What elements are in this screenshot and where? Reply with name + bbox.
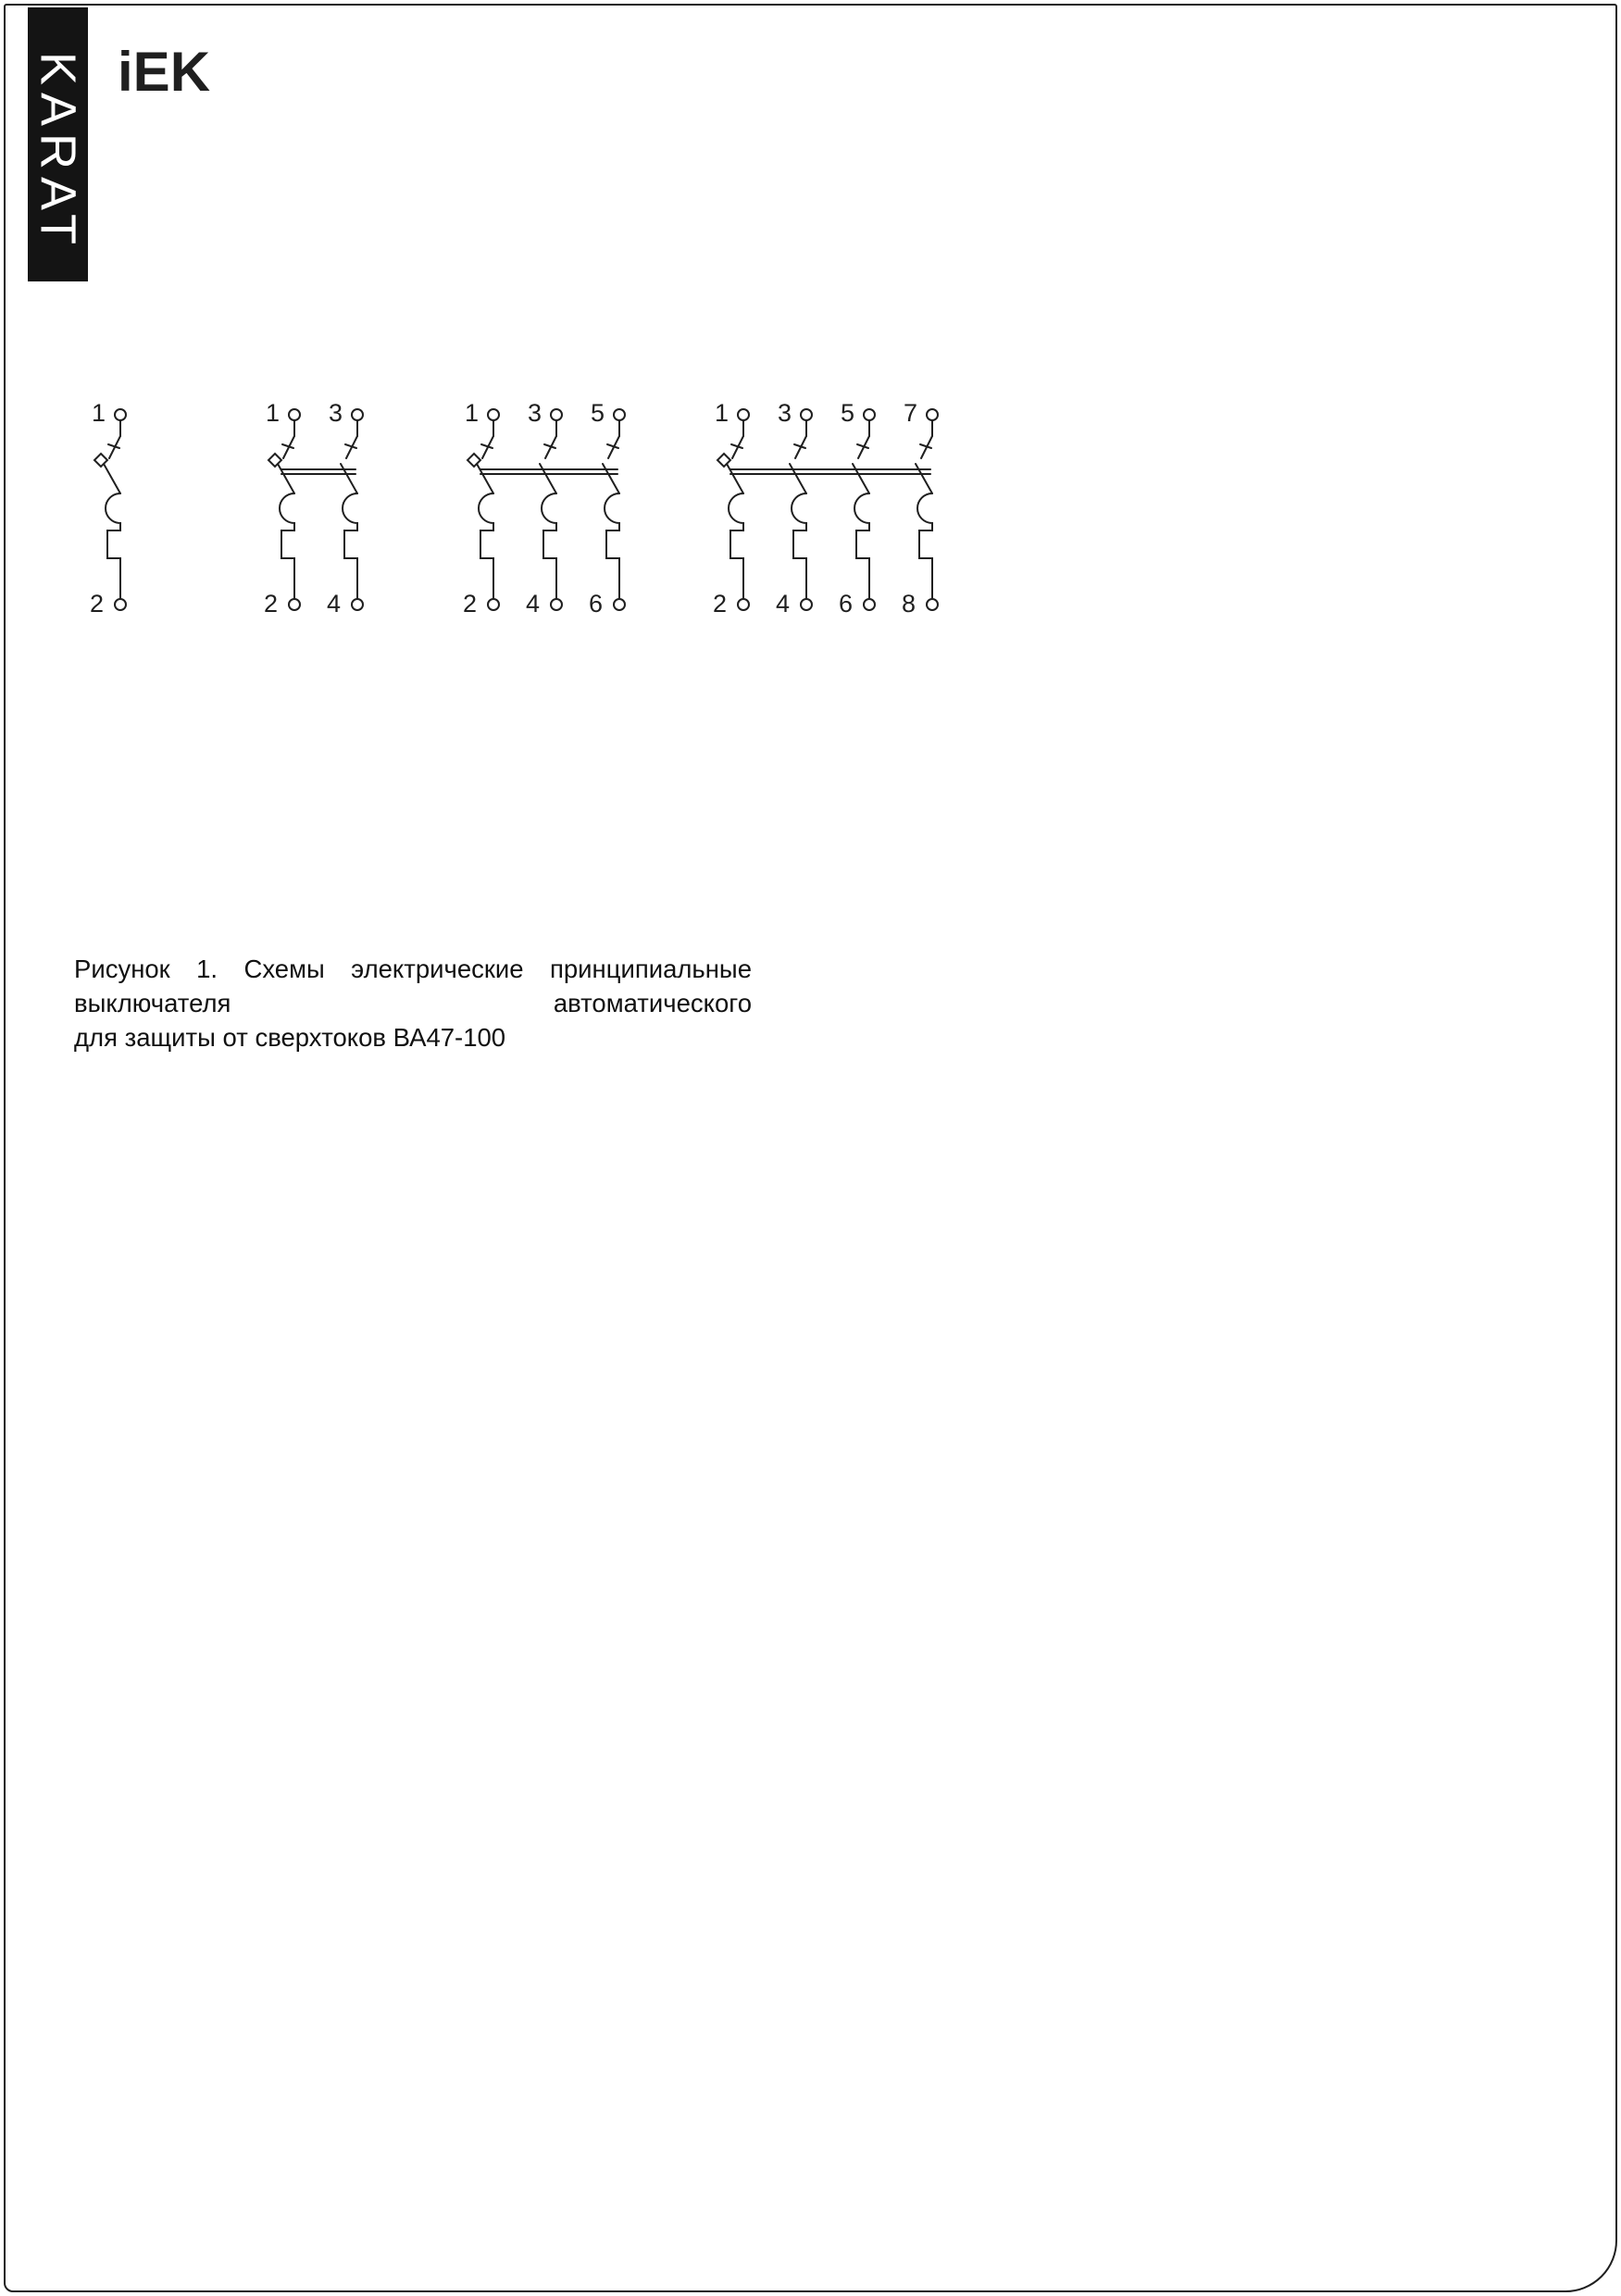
terminal-label-bottom: 4	[326, 590, 341, 618]
terminal-bottom	[927, 599, 938, 610]
terminal-label-top: 1	[91, 399, 106, 427]
terminal-top	[352, 409, 363, 420]
terminal-label-top: 5	[590, 399, 605, 427]
contact-blade	[341, 464, 357, 493]
pole-3-4	[776, 399, 812, 618]
pole-1-2	[264, 399, 300, 618]
mechanism-square	[468, 454, 480, 467]
release-symbol	[542, 493, 556, 599]
terminal-bottom	[115, 599, 126, 610]
schematic-two-pole	[248, 392, 404, 625]
terminal-label-top: 3	[328, 399, 343, 427]
terminal-label-bottom: 2	[89, 590, 104, 618]
release-symbol	[106, 493, 120, 599]
mechanism-square	[268, 454, 281, 467]
terminal-top	[801, 409, 812, 420]
contact-blade	[278, 464, 294, 493]
terminal-bottom	[738, 599, 749, 610]
terminal-top	[115, 409, 126, 420]
contact-blade	[477, 464, 493, 493]
release-symbol	[479, 493, 493, 599]
terminal-label-bottom: 2	[263, 590, 278, 618]
iek-logo: iEK	[118, 41, 211, 103]
terminal-label-bottom: 6	[838, 590, 853, 618]
schematic-single-pole	[74, 392, 167, 625]
pole-3-4	[526, 399, 562, 618]
pole-7-8	[902, 399, 938, 618]
release-symbol	[343, 493, 357, 599]
release-symbol	[605, 493, 619, 599]
pole-3-4	[327, 399, 363, 618]
terminal-label-top: 3	[777, 399, 792, 427]
release-symbol	[792, 493, 806, 599]
release-symbol	[917, 493, 932, 599]
terminal-top	[289, 409, 300, 420]
release-symbol	[854, 493, 869, 599]
pole-5-6	[589, 399, 625, 618]
contact-blade	[540, 464, 556, 493]
terminal-top	[864, 409, 875, 420]
pole-1-2	[463, 399, 499, 618]
caption-line-1: Рисунок 1. Схемы электрические принципиальные выключателя автоматического	[74, 955, 752, 1017]
terminal-label-top: 1	[714, 399, 729, 427]
terminal-label-bottom: 8	[901, 590, 916, 618]
contact-blade	[104, 464, 120, 493]
terminal-top	[614, 409, 625, 420]
terminal-bottom	[289, 599, 300, 610]
terminal-label-top: 1	[265, 399, 280, 427]
terminal-bottom	[864, 599, 875, 610]
terminal-label-top: 3	[527, 399, 542, 427]
terminal-label-bottom: 6	[588, 590, 603, 618]
pole-1-2	[713, 399, 749, 618]
contact-blade	[727, 464, 743, 493]
contact-blade	[853, 464, 869, 493]
pole-1-2	[90, 399, 126, 618]
terminal-top	[551, 409, 562, 420]
schematic-three-pole	[447, 392, 666, 625]
contact-blade	[916, 464, 932, 493]
mechanism-square	[717, 454, 730, 467]
terminal-top	[738, 409, 749, 420]
contact-blade	[790, 464, 806, 493]
terminal-bottom	[614, 599, 625, 610]
terminal-bottom	[801, 599, 812, 610]
terminal-label-top: 7	[903, 399, 917, 427]
terminal-label-bottom: 4	[525, 590, 540, 618]
terminal-bottom	[488, 599, 499, 610]
terminal-label-bottom: 2	[462, 590, 477, 618]
terminal-bottom	[551, 599, 562, 610]
terminal-label-top: 1	[464, 399, 479, 427]
contact-blade	[603, 464, 619, 493]
terminal-label-top: 5	[840, 399, 854, 427]
terminal-top	[488, 409, 499, 420]
terminal-bottom	[352, 599, 363, 610]
karat-label: KARAT	[30, 52, 86, 253]
terminal-label-bottom: 2	[712, 590, 727, 618]
terminal-label-bottom: 4	[775, 590, 790, 618]
release-symbol	[280, 493, 294, 599]
mechanism-square	[94, 454, 107, 467]
caption-line-2: для защиты от сверхтоков ВА47-100	[74, 1023, 506, 1052]
schematic-four-pole	[697, 392, 979, 625]
terminal-top	[927, 409, 938, 420]
figure-caption	[74, 952, 752, 1054]
release-symbol	[729, 493, 743, 599]
pole-5-6	[839, 399, 875, 618]
